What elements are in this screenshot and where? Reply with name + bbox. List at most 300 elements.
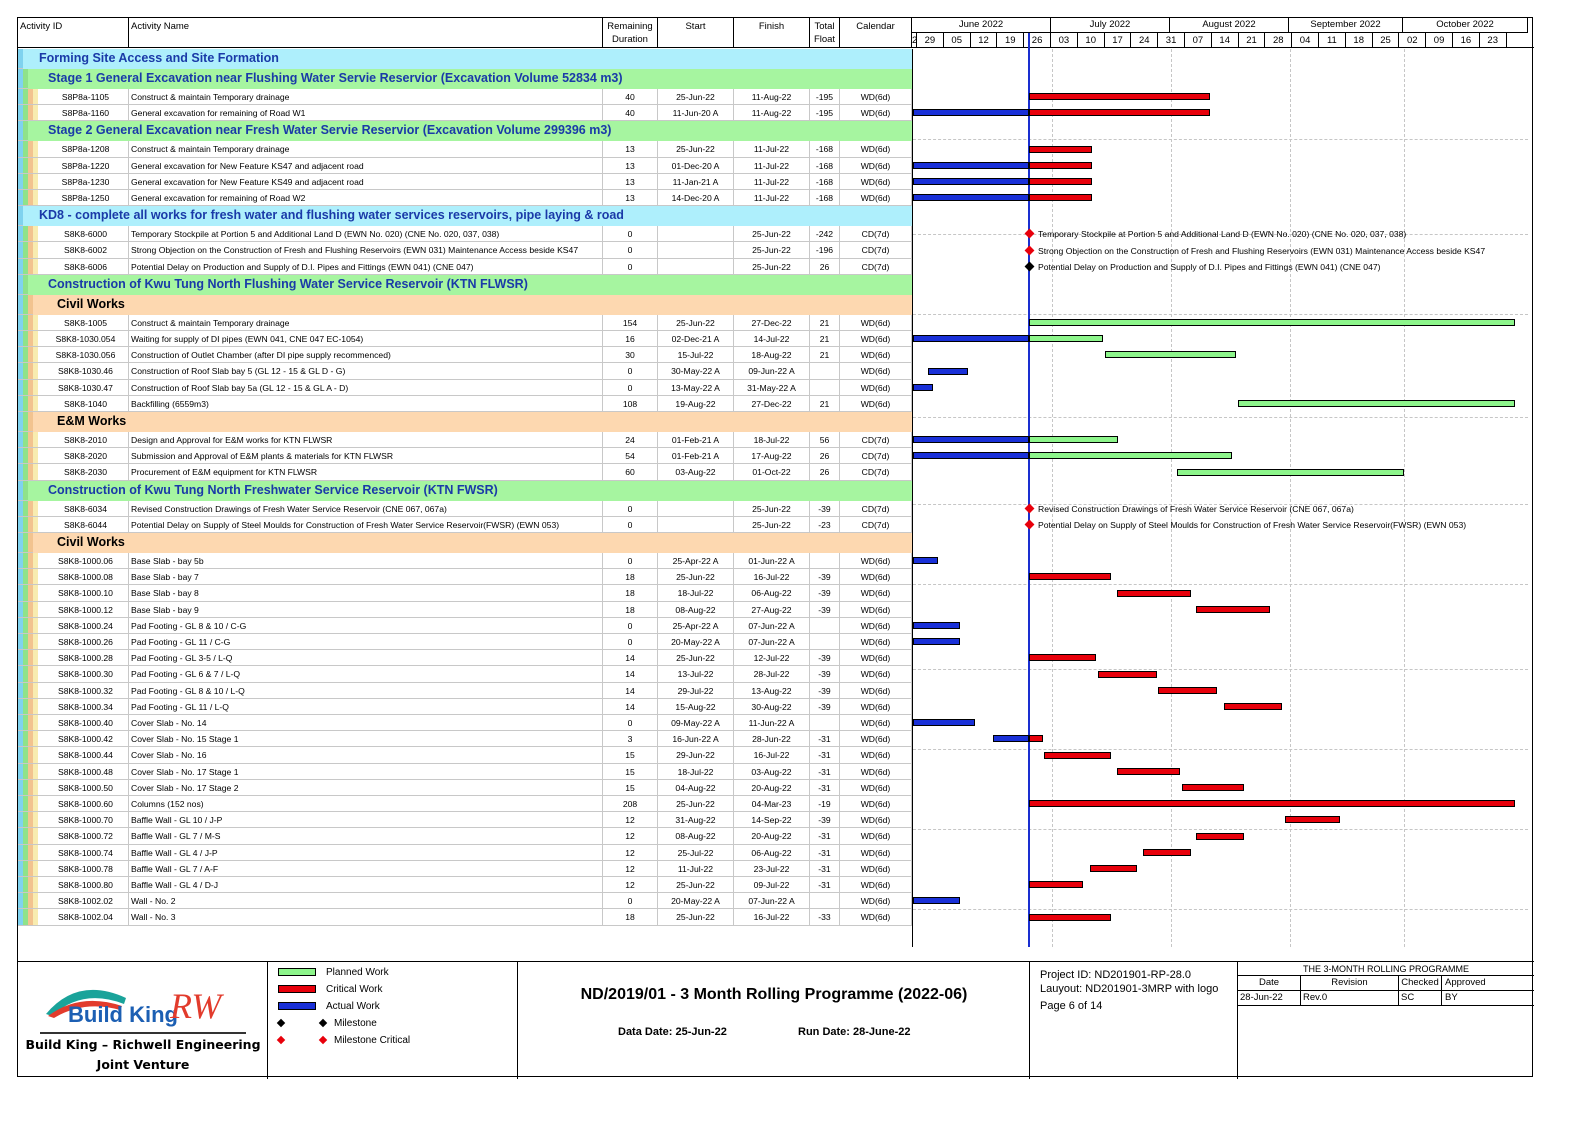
indent-band <box>33 731 38 746</box>
cell-start: 25-Apr-22 A <box>658 553 734 568</box>
activity-row <box>18 699 912 715</box>
indent-band <box>33 845 38 860</box>
critical-work-bar[interactable] <box>1029 162 1092 169</box>
cell-tf: -31 <box>810 828 840 843</box>
group-title[interactable]: Stage 2 General Excavation near Fresh Water Servie Reservior (Excavation Volume 299396 m3) <box>28 121 912 141</box>
cell-finish: 25-Jun-22 <box>734 259 810 274</box>
group-title[interactable]: KD8 - complete all works for fresh water and flushing water services reservoirs, pipe laying & road <box>23 206 912 226</box>
activity-row <box>18 331 912 347</box>
cell-start: 13-May-22 A <box>658 380 734 395</box>
cell-rem: 24 <box>603 432 658 447</box>
rev-number: Rev.0 <box>1303 991 1399 1006</box>
cell-id: S8P8a-1105 <box>43 89 129 104</box>
cell-cal: WD(6d) <box>840 666 912 681</box>
cell-tf: -168 <box>810 174 840 189</box>
legend-actual: Actual Work <box>278 1001 380 1013</box>
activity-row <box>18 569 912 585</box>
col-finish[interactable]: Finish <box>734 18 810 48</box>
company-logo <box>38 970 248 1040</box>
critical-work-bar[interactable] <box>1029 146 1092 153</box>
cell-start <box>658 517 734 532</box>
cell-tf <box>810 380 840 395</box>
cell-finish: 16-Jul-22 <box>734 909 810 924</box>
day-label: 03 <box>1051 33 1078 48</box>
cell-id: S8K8-1000.08 <box>43 569 129 584</box>
footer <box>18 961 1534 1078</box>
milestone-label: Temporary Stockpile at Portion 5 and Additional Land D (EWN No. 020) (CNE No. 020, 037, 038) <box>1038 229 1407 240</box>
cell-finish: 20-Aug-22 <box>734 828 810 843</box>
cell-start <box>658 259 734 274</box>
day-label: 31 <box>1158 33 1185 48</box>
cell-start: 25-Jun-22 <box>658 877 734 892</box>
cell-rem: 12 <box>603 812 658 827</box>
indent-band <box>33 828 38 843</box>
row-gridline <box>913 829 1528 830</box>
activity-row <box>18 909 912 925</box>
planned-work-bar[interactable] <box>1177 469 1404 476</box>
cell-start: 29-Jun-22 <box>658 747 734 762</box>
cell-cal: CD(7d) <box>840 448 912 463</box>
cell-finish: 16-Jul-22 <box>734 747 810 762</box>
rev-approved: BY <box>1445 992 1458 1003</box>
gantt-chart <box>912 49 1528 947</box>
month-label: June 2022 <box>912 18 1051 33</box>
indent-band <box>33 715 38 730</box>
cell-finish: 11-Jul-22 <box>734 190 810 205</box>
legend <box>268 962 518 1079</box>
critical-work-bar[interactable] <box>1029 881 1083 888</box>
critical-work-bar[interactable] <box>1158 687 1217 694</box>
rev-header-checked: Checked <box>1399 976 1442 991</box>
activity-row <box>18 731 912 747</box>
cell-cal: WD(6d) <box>840 634 912 649</box>
actual-work-bar[interactable] <box>913 452 1029 459</box>
cell-finish: 18-Aug-22 <box>734 347 810 362</box>
critical-work-bar[interactable] <box>1196 606 1270 613</box>
cell-name: Construction of Roof Slab bay 5a (GL 12 - 15 & GL A - D) <box>129 380 603 395</box>
cell-start: 25-Jul-22 <box>658 845 734 860</box>
cell-name: Base Slab - bay 7 <box>129 569 603 584</box>
month-label: July 2022 <box>1051 18 1170 33</box>
actual-work-bar[interactable] <box>913 178 1029 185</box>
critical-work-bar[interactable] <box>1117 590 1191 597</box>
cell-cal: WD(6d) <box>840 650 912 665</box>
cell-cal: CD(7d) <box>840 432 912 447</box>
cell-tf: 21 <box>810 331 840 346</box>
cell-tf: -39 <box>810 501 840 516</box>
cell-name: General excavation for remaining of Road W1 <box>129 105 603 120</box>
cell-name: Backfilling (6559m3) <box>129 396 603 411</box>
activity-row <box>18 666 912 682</box>
cell-name: Potential Delay on Supply of Steel Moulds for Construction of Fresh Water Service Reservoir(FWSR) (EWN 053) <box>129 517 603 532</box>
cell-finish: 12-Jul-22 <box>734 650 810 665</box>
activity-row <box>18 602 912 618</box>
cell-name: Pad Footing - GL 11 / L-Q <box>129 699 603 714</box>
cell-cal: CD(7d) <box>840 464 912 479</box>
actual-work-bar[interactable] <box>913 384 933 391</box>
activity-row <box>18 347 912 363</box>
day-label: 19 <box>997 33 1024 48</box>
milestone-critical-icon[interactable] <box>1025 229 1035 239</box>
milestone-critical-icon[interactable] <box>1025 245 1035 255</box>
cell-id: S8K8-2010 <box>43 432 129 447</box>
indent-band <box>33 764 38 779</box>
cell-finish: 11-Aug-22 <box>734 89 810 104</box>
indent-band <box>33 501 38 516</box>
indent-band <box>33 259 38 274</box>
critical-work-bar[interactable] <box>1029 914 1111 921</box>
cell-rem: 15 <box>603 764 658 779</box>
cell-tf: -168 <box>810 141 840 156</box>
day-label: 25 <box>1373 33 1400 48</box>
cell-id: S8K8-6000 <box>43 226 129 241</box>
group-title[interactable]: E&M Works <box>33 412 912 432</box>
cell-cal: WD(6d) <box>840 747 912 762</box>
data-date: Data Date: 25-Jun-22 <box>618 1026 727 1038</box>
critical-work-bar[interactable] <box>1182 784 1244 791</box>
cell-finish: 20-Aug-22 <box>734 780 810 795</box>
cell-finish: 06-Aug-22 <box>734 845 810 860</box>
indent-band <box>33 363 38 378</box>
activity-row <box>18 259 912 275</box>
cell-name: Base Slab - bay 8 <box>129 585 603 600</box>
critical-work-bar[interactable] <box>1029 93 1210 100</box>
actual-work-bar[interactable] <box>913 897 960 904</box>
logo-rw: RW <box>170 986 222 1026</box>
cell-finish: 11-Jul-22 <box>734 158 810 173</box>
day-label: 24 <box>1131 33 1158 48</box>
month-label: August 2022 <box>1170 18 1289 33</box>
cell-tf: -31 <box>810 845 840 860</box>
row-gridline <box>913 139 1528 140</box>
cell-finish: 01-Oct-22 <box>734 464 810 479</box>
indent-band <box>33 141 38 156</box>
activity-row <box>18 764 912 780</box>
group-title[interactable]: Stage 1 General Excavation near Flushing Water Servie Reservior (Excavation Volume 52834 m3) <box>28 69 912 89</box>
cell-cal: WD(6d) <box>840 715 912 730</box>
cell-start: 11-Jan-21 A <box>658 174 734 189</box>
cell-id: S8K8-1000.26 <box>43 634 129 649</box>
planned-work-bar[interactable] <box>1105 351 1236 358</box>
cell-cal: CD(7d) <box>840 259 912 274</box>
group-header <box>18 481 912 501</box>
group-header <box>18 275 912 295</box>
cell-tf <box>810 618 840 633</box>
col-total-float[interactable]: Total Float <box>810 18 840 48</box>
cell-name: Cover Slab - No. 17 Stage 1 <box>129 764 603 779</box>
indent-band <box>33 174 38 189</box>
rev-checked: SC <box>1401 991 1442 1006</box>
critical-work-bar[interactable] <box>1196 833 1244 840</box>
group-title[interactable]: Civil Works <box>33 533 912 553</box>
legend-planned: Planned Work <box>278 967 389 979</box>
cell-cal: WD(6d) <box>840 909 912 924</box>
cell-rem: 12 <box>603 828 658 843</box>
cell-start: 04-Aug-22 <box>658 780 734 795</box>
critical-work-bar[interactable] <box>1029 178 1092 185</box>
actual-work-bar[interactable] <box>913 109 1029 116</box>
activity-row <box>18 141 912 157</box>
cell-tf <box>810 893 840 908</box>
milestone-critical-icon[interactable] <box>1025 519 1035 529</box>
cell-name: Construct & maintain Temporary drainage <box>129 141 603 156</box>
day-label: 07 <box>1185 33 1212 48</box>
cell-start: 15-Aug-22 <box>658 699 734 714</box>
actual-work-bar[interactable] <box>993 735 1029 742</box>
planned-work-bar[interactable] <box>1238 400 1515 407</box>
cell-rem: 0 <box>603 259 658 274</box>
planned-work-bar[interactable] <box>1029 452 1232 459</box>
activity-row <box>18 105 912 121</box>
cell-cal: CD(7d) <box>840 501 912 516</box>
company-name: Build King – Richwell Engineering <box>25 1037 261 1052</box>
cell-id: S8K8-1000.24 <box>43 618 129 633</box>
cell-tf <box>810 715 840 730</box>
cell-cal: WD(6d) <box>840 380 912 395</box>
group-title[interactable]: Civil Works <box>33 295 912 315</box>
actual-work-bar[interactable] <box>913 557 938 564</box>
indent-band <box>33 812 38 827</box>
cell-name: General excavation for New Feature KS47 and adjacent road <box>129 158 603 173</box>
cell-start: 31-Aug-22 <box>658 812 734 827</box>
col-remaining[interactable]: Remaining Duration <box>603 18 658 48</box>
cell-start: 03-Aug-22 <box>658 464 734 479</box>
critical-work-bar[interactable] <box>1029 735 1043 742</box>
cell-rem: 208 <box>603 796 658 811</box>
cell-finish: 11-Aug-22 <box>734 105 810 120</box>
critical-work-bar[interactable] <box>1090 865 1137 872</box>
planned-work-bar[interactable] <box>1029 319 1515 326</box>
col-start[interactable]: Start <box>658 18 734 48</box>
cell-name: Base Slab - bay 5b <box>129 553 603 568</box>
actual-work-bar[interactable] <box>913 162 1029 169</box>
cell-id: S8K8-1000.48 <box>43 764 129 779</box>
cell-id: S8K8-1000.12 <box>43 602 129 617</box>
cell-name: Wall - No. 2 <box>129 893 603 908</box>
critical-work-bar[interactable] <box>1029 109 1210 116</box>
cell-finish: 09-Jul-22 <box>734 877 810 892</box>
cell-rem: 14 <box>603 666 658 681</box>
activity-row <box>18 315 912 331</box>
cell-tf: -195 <box>810 89 840 104</box>
indent-band <box>33 89 38 104</box>
cell-tf: -39 <box>810 602 840 617</box>
cell-cal: WD(6d) <box>840 796 912 811</box>
critical-work-bar[interactable] <box>1098 671 1157 678</box>
group-header <box>18 295 912 315</box>
activity-row <box>18 158 912 174</box>
cell-start: 09-May-22 A <box>658 715 734 730</box>
indent-band <box>33 464 38 479</box>
activity-row <box>18 226 912 242</box>
cell-name: Construct & maintain Temporary drainage <box>129 315 603 330</box>
indent-band <box>33 105 38 120</box>
critical-work-bar[interactable] <box>1044 752 1111 759</box>
activity-row <box>18 432 912 448</box>
cell-id: S8K8-2030 <box>43 464 129 479</box>
cell-finish: 13-Aug-22 <box>734 683 810 698</box>
actual-work-bar[interactable] <box>913 335 1029 342</box>
cell-tf: -168 <box>810 190 840 205</box>
critical-work-bar[interactable] <box>1143 849 1191 856</box>
col-activity-id[interactable]: Activity ID <box>18 18 129 48</box>
activity-row <box>18 845 912 861</box>
cell-finish: 14-Sep-22 <box>734 812 810 827</box>
cell-finish: 27-Dec-22 <box>734 396 810 411</box>
title-block <box>518 962 1030 1079</box>
planned-work-bar[interactable] <box>1029 436 1118 443</box>
group-header <box>18 69 912 89</box>
indent-band <box>33 796 38 811</box>
cell-name: Baffle Wall - GL 7 / A-F <box>129 861 603 876</box>
cell-cal: WD(6d) <box>840 89 912 104</box>
actual-work-bar[interactable] <box>913 622 960 629</box>
activity-row <box>18 780 912 796</box>
activity-row <box>18 396 912 412</box>
cell-rem: 13 <box>603 190 658 205</box>
cell-id: S8K8-1000.28 <box>43 650 129 665</box>
cell-cal: WD(6d) <box>840 683 912 698</box>
cell-start: 08-Aug-22 <box>658 828 734 843</box>
cell-finish: 27-Dec-22 <box>734 315 810 330</box>
planned-work-bar[interactable] <box>1029 335 1103 342</box>
cell-rem: 15 <box>603 780 658 795</box>
cell-finish: 27-Aug-22 <box>734 602 810 617</box>
cell-name: Cover Slab - No. 17 Stage 2 <box>129 780 603 795</box>
cell-name: Pad Footing - GL 8 & 10 / L-Q <box>129 683 603 698</box>
group-title[interactable]: Forming Site Access and Site Formation <box>23 49 912 69</box>
cell-finish: 03-Aug-22 <box>734 764 810 779</box>
critical-work-bar[interactable] <box>1117 768 1180 775</box>
cell-start: 01-Feb-21 A <box>658 448 734 463</box>
actual-work-bar[interactable] <box>913 436 1029 443</box>
cell-rem: 0 <box>603 517 658 532</box>
actual-work-bar[interactable] <box>913 194 1029 201</box>
milestone-icon[interactable] <box>1025 261 1035 271</box>
group-title[interactable]: Construction of Kwu Tung North Freshwater Service Reservoir (KTN FWSR) <box>28 481 912 501</box>
activity-row <box>18 363 912 379</box>
cell-start: 18-Jul-22 <box>658 764 734 779</box>
indent-band <box>33 553 38 568</box>
cell-tf: -31 <box>810 764 840 779</box>
cell-tf: -31 <box>810 861 840 876</box>
cell-id: S8K8-6006 <box>43 259 129 274</box>
day-label: 17 <box>1105 33 1132 48</box>
indent-band <box>33 877 38 892</box>
cell-finish: 07-Jun-22 A <box>734 634 810 649</box>
actual-work-bar[interactable] <box>913 719 975 726</box>
cell-tf: -39 <box>810 699 840 714</box>
cell-cal: WD(6d) <box>840 699 912 714</box>
day-label: 28 <box>1265 33 1292 48</box>
day-label: 26 <box>1024 33 1051 48</box>
row-gridline <box>913 909 1528 910</box>
cell-name: Strong Objection on the Construction of Fresh and Flushing Reservoirs (EWN 031) Maintenance Access beside KS47 <box>129 242 603 257</box>
row-gridline <box>913 314 1528 315</box>
cell-name: Columns (152 nos) <box>129 796 603 811</box>
cell-start: 02-Dec-21 A <box>658 331 734 346</box>
col-activity-name[interactable]: Activity Name <box>129 18 603 48</box>
activity-row <box>18 517 912 533</box>
cell-id: S8K8-1000.80 <box>43 877 129 892</box>
critical-work-bar[interactable] <box>1029 194 1092 201</box>
group-header <box>18 533 912 553</box>
activity-row <box>18 501 912 517</box>
cell-tf: 21 <box>810 347 840 362</box>
critical-work-bar[interactable] <box>1029 654 1096 661</box>
critical-work-bar[interactable] <box>1285 816 1340 823</box>
cell-rem: 54 <box>603 448 658 463</box>
cell-name: Potential Delay on Production and Supply of D.I. Pipes and Fittings (EWN 041) (CNE 047) <box>129 259 603 274</box>
indent-band <box>33 861 38 876</box>
cell-name: Construct & maintain Temporary drainage <box>129 89 603 104</box>
cell-rem: 0 <box>603 501 658 516</box>
cell-tf: 56 <box>810 432 840 447</box>
indent-band <box>33 226 38 241</box>
company-jv: Joint Venture <box>96 1057 190 1072</box>
project-layout: Lauyout: ND201901-3MRP with logo <box>1040 983 1219 995</box>
cell-finish: 11-Jun-22 A <box>734 715 810 730</box>
cell-rem: 154 <box>603 315 658 330</box>
critical-work-bar[interactable] <box>1029 573 1111 580</box>
cell-finish: 25-Jun-22 <box>734 242 810 257</box>
legend-critical: Critical Work <box>278 984 382 996</box>
row-gridline <box>913 417 1528 418</box>
rev-header-approved: Approved <box>1445 977 1486 988</box>
day-label: 05 <box>944 33 971 48</box>
cell-finish: 30-Aug-22 <box>734 699 810 714</box>
cell-name: Temporary Stockpile at Portion 5 and Additional Land D (EWN No. 020) (CNE No. 020, 037, 038) <box>129 226 603 241</box>
cell-cal: WD(6d) <box>840 731 912 746</box>
group-header <box>18 206 912 226</box>
cell-name: Base Slab - bay 9 <box>129 602 603 617</box>
activity-row <box>18 683 912 699</box>
indent-band <box>33 650 38 665</box>
cell-cal: WD(6d) <box>840 845 912 860</box>
actual-work-bar[interactable] <box>913 638 960 645</box>
cell-start: 11-Jul-22 <box>658 861 734 876</box>
day-label: 14 <box>1212 33 1239 48</box>
logo-block <box>18 962 268 1079</box>
cell-id: S8P8a-1160 <box>43 105 129 120</box>
actual-work-bar[interactable] <box>928 368 968 375</box>
cell-rem: 18 <box>603 585 658 600</box>
indent-band <box>33 683 38 698</box>
cell-name: Procurement of E&M equipment for KTN FLWSR <box>129 464 603 479</box>
critical-work-bar[interactable] <box>1224 703 1282 710</box>
month-gridline <box>1404 49 1405 947</box>
cell-finish: 11-Jul-22 <box>734 174 810 189</box>
col-calendar[interactable]: Calendar <box>840 18 912 48</box>
cell-cal: WD(6d) <box>840 602 912 617</box>
month-gridline <box>1290 49 1291 947</box>
cell-id: S8P8a-1208 <box>43 141 129 156</box>
group-header <box>18 412 912 432</box>
cell-tf: -39 <box>810 650 840 665</box>
cell-cal: WD(6d) <box>840 396 912 411</box>
cell-start: 11-Jun-20 A <box>658 105 734 120</box>
activity-row <box>18 634 912 650</box>
group-title[interactable]: Construction of Kwu Tung North Flushing Water Service Reservoir (KTN FLWSR) <box>28 275 912 295</box>
cell-finish: 14-Jul-22 <box>734 331 810 346</box>
cell-finish: 11-Jul-22 <box>734 141 810 156</box>
cell-id: S8K8-2020 <box>43 448 129 463</box>
cell-tf: -33 <box>810 909 840 924</box>
cell-tf: -39 <box>810 812 840 827</box>
cell-tf: -31 <box>810 747 840 762</box>
cell-rem: 12 <box>603 877 658 892</box>
critical-work-bar[interactable] <box>1029 800 1515 807</box>
